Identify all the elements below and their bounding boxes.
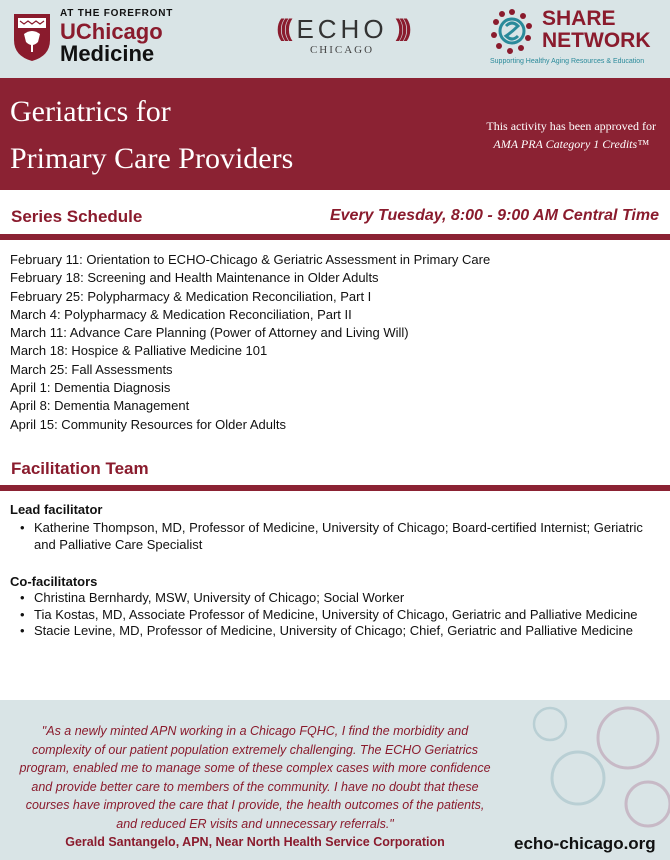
lead-facilitator-label: Lead facilitator xyxy=(10,502,103,517)
page-title-line1: Geriatrics for xyxy=(10,95,171,128)
schedule-item: February 25: Polypharmacy & Medication Reconciliation, Part I xyxy=(10,288,372,304)
schedule-item: March 18: Hospice & Palliative Medicine 101 xyxy=(10,343,268,359)
co-facilitator-name: Stacie Levine, MD, Professor of Medicine, University of Chicago; Chief, Geriatric and Palliative Medicine xyxy=(34,623,633,638)
header-logo-bar xyxy=(0,0,670,78)
schedule-item: March 25: Fall Assessments xyxy=(10,361,173,377)
uchicago-name: UChicago xyxy=(60,19,163,44)
share-network-icon xyxy=(490,8,534,56)
uchicago-medicine-logo xyxy=(12,8,187,70)
share-network-logo xyxy=(490,8,660,70)
list-item xyxy=(10,607,650,624)
share-tagline: Supporting Healthy Aging Resources & Education xyxy=(490,58,645,65)
uchicago-medicine-word: Medicine xyxy=(60,41,155,66)
co-facilitator-name: Tia Kostas, MD, Associate Professor of Medicine, University of Chicago, Geriatric and Palliative Medicine xyxy=(34,606,638,622)
echo-chicago-logo xyxy=(252,10,432,64)
decorative-rings-icon xyxy=(520,700,670,835)
team-heading: Facilitation Team xyxy=(11,459,149,478)
list-item xyxy=(10,590,650,607)
testimonial-quote: "As a newly minted APN working in a Chicago FQHC, I find the morbidity and complexity of our patient population extremely challenging. The ECHO Geriatrics program, enabled me to manage some of these complex cases with more confidence and provide better care to members of the community. I have no doubt that these courses have improved the care that I provide, the health outcomes of the patients, and reduced ER visits and unnecessary referrals." xyxy=(19,724,491,831)
credit-note-line2: AMA PRA Category 1 Credits™ xyxy=(493,137,649,151)
schedule-item: February 11: Orientation to ECHO-Chicago & Geriatric Assessment in Primary Care xyxy=(10,252,491,267)
website-link[interactable]: echo-chicago.org xyxy=(514,834,656,853)
co-facilitator-name: Christina Bernhardy, MSW, University of Chicago; Social Worker xyxy=(34,590,405,605)
share-title: SHARE xyxy=(542,7,616,30)
share-network-word: NETWORK xyxy=(542,29,651,52)
list-item xyxy=(10,520,650,553)
schedule-item: March 11: Advance Care Planning (Power of Attorney and Living Will) xyxy=(10,325,409,341)
credit-note-line1: This activity has been approved for xyxy=(486,119,656,133)
echo-waves-left: ((( xyxy=(276,15,289,42)
co-facilitators-label: Co-facilitators xyxy=(10,574,98,589)
co-facilitators-list xyxy=(10,590,650,640)
schedule-item: April 8: Dementia Management xyxy=(10,398,190,414)
uchicago-shield-icon xyxy=(12,12,52,62)
schedule-item: April 1: Dementia Diagnosis xyxy=(10,380,171,396)
schedule-list xyxy=(10,251,660,434)
schedule-time: Every Tuesday, 8:00 - 9:00 AM Central Time xyxy=(329,207,659,224)
lead-facilitator-name: Katherine Thompson, MD, Professor of Medicine, University of Chicago; Board-certified Internist; Geriatric and Palliative Care Specialist xyxy=(34,520,643,552)
page-title-line2: Primary Care Providers xyxy=(10,142,294,175)
list-item xyxy=(10,623,650,640)
bullet-glyph: • xyxy=(20,590,25,605)
schedule-heading: Series Schedule xyxy=(11,207,143,226)
schedule-divider xyxy=(0,234,670,240)
bullet-glyph: • xyxy=(20,623,25,638)
schedule-item: February 18: Screening and Health Maintenance in Older Adults xyxy=(10,270,379,286)
schedule-item: April 15: Community Resources for Older Adults xyxy=(10,416,286,432)
uchicago-tagline: AT THE FOREFRONT xyxy=(60,8,174,19)
echo-word: ECHO xyxy=(296,13,388,44)
bullet-glyph: • xyxy=(20,520,25,535)
testimonial-author: Gerald Santangelo, APN, Near North Health Service Corporation xyxy=(65,835,445,849)
credit-note xyxy=(486,117,656,153)
schedule-header xyxy=(0,207,670,231)
echo-waves-right: ))) xyxy=(395,15,408,42)
team-header xyxy=(0,459,670,483)
schedule-item: March 4: Polypharmacy & Medication Reconciliation, Part II xyxy=(10,306,352,322)
bullet-glyph: • xyxy=(20,606,25,622)
testimonial-box xyxy=(0,700,670,860)
title-banner xyxy=(0,78,670,190)
team-divider xyxy=(0,485,670,491)
echo-sub: CHICAGO xyxy=(309,44,375,56)
lead-facilitator-list xyxy=(10,520,650,553)
